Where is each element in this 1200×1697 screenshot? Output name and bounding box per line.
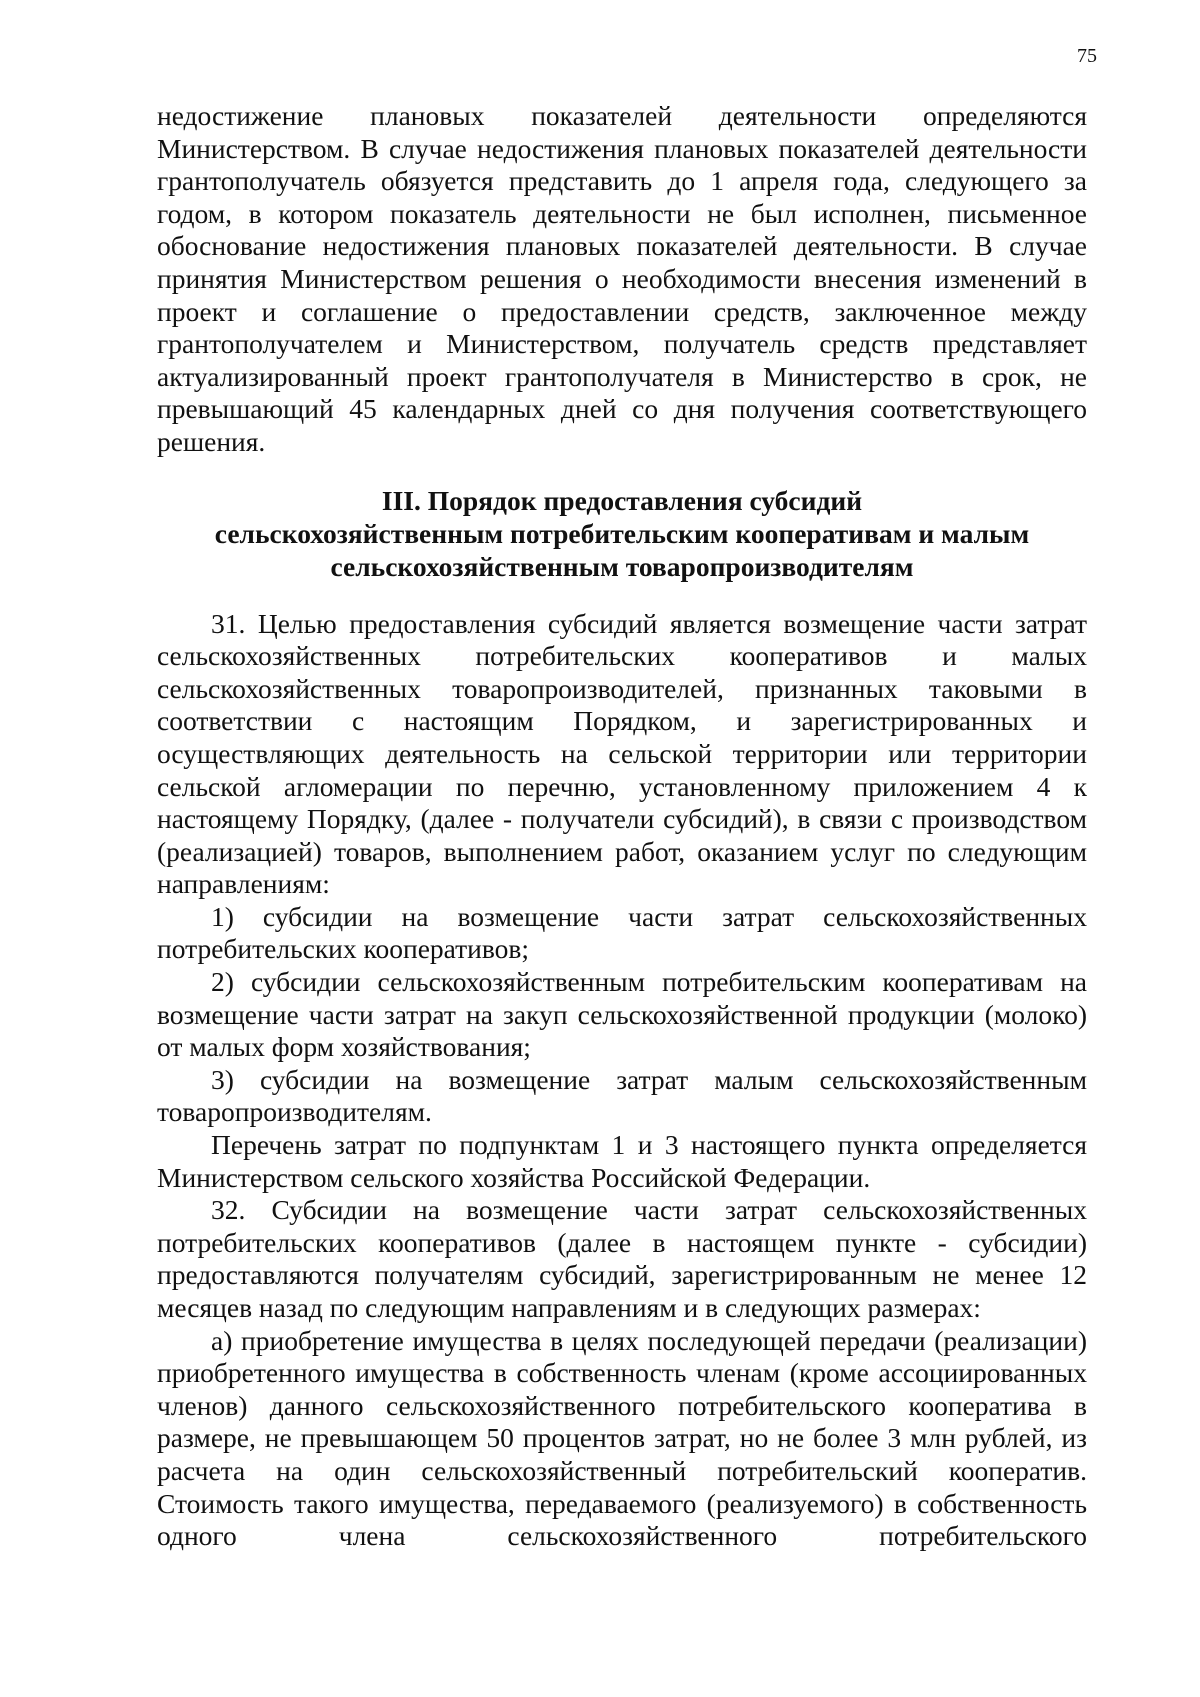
paragraph-continuation: недостижение плановых показателей деятельности определяются Министерством. В случае недостижения плановых показателей деятельности грантополучатель обязуется представить до 1 апреля года, следующего за годом, в котором показатель деятельности не был исполнен, письменное обоснование недостижения плановых показателей деятельности. В случае принятия Министерством решения о необходимости внесения изменений в проект и соглашение о предоставлении средств, заключенное между грантополучателем и Министерством, получатель средств представляет актуализированный проект грантополучателя в Министерство в срок, не превышающий 45 календарных дней со дня получения соответствующего решения. bbox=[157, 100, 1087, 457]
section-heading-line: сельскохозяйственным товаропроизводителям bbox=[330, 550, 914, 582]
list-item-1: 1) субсидии на возмещение части затрат сельскохозяйственных потребительских кооперативов; bbox=[157, 900, 1087, 965]
page-number: 75 bbox=[1077, 45, 1097, 67]
subitem-a: а) приобретение имущества в целях последующей передачи (реализации) приобретенного имущества в собственность членам (кроме ассоциированных членов) данного сельскохозяйственного потребительского кооператива в размере, не превышающем 50 процентов затрат, но не более 3 млн рублей, из расчета на один сельскохозяйственный потребительский кооператив. Стоимость такого имущества, передаваемого (реализуемого) в собственность одного члена сельскохозяйственного потребительского bbox=[157, 1324, 1087, 1552]
section-heading-line: III. Порядок предоставления субсидий bbox=[381, 484, 863, 516]
section-heading bbox=[157, 484, 1087, 583]
paragraph-32: 32. Субсидии на возмещение части затрат сельскохозяйственных потребительских кооперативов (далее в настоящем пункте - субсидии) предоставляются получателям субсидий, зарегистрированным не менее 12 месяцев назад по следующим направлениям и в следующих размерах: bbox=[157, 1194, 1087, 1323]
document-body bbox=[157, 100, 1087, 1553]
paragraph-cost-list: Перечень затрат по подпунктам 1 и 3 настоящего пункта определяется Министерством сельского хозяйства Российской Федерации. bbox=[157, 1129, 1087, 1193]
list-item-2: 2) субсидии сельскохозяйственным потребительским кооперативам на возмещение части затрат на закуп сельскохозяйственной продукции (молоко) от малых форм хозяйствования; bbox=[157, 966, 1087, 1063]
paragraph-31: 31. Целью предоставления субсидий является возмещение части затрат сельскохозяйственных потребительских кооперативов и малых сельскохозяйственных товаропроизводителей, признанных таковыми в соответствии с настоящим Порядком, и зарегистрированных и осуществляющих деятельность на сельской территории или территории сельской агломерации по перечню, установленному приложением 4 к настоящему Порядку, (далее - получатели субсидий), в связи с производством (реализацией) товаров, выполнением работ, оказанием услуг по следующим направлениям: bbox=[157, 607, 1087, 900]
list-item-3: 3) субсидии на возмещение затрат малым сельскохозяйственным товаропроизводителям. bbox=[157, 1063, 1087, 1128]
section-heading-line: сельскохозяйственным потребительским кооперативам и малым bbox=[214, 517, 1030, 549]
